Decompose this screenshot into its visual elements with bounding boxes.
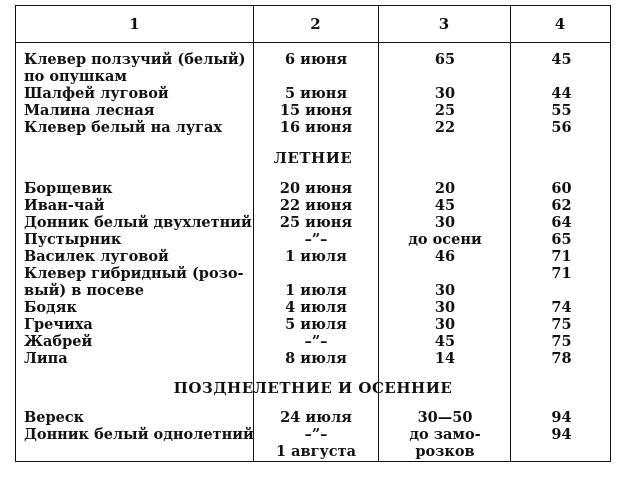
- index-value: 62: [551, 197, 572, 214]
- bloom-date: 15 июня: [279, 102, 353, 119]
- bloom-date: 20 июня: [279, 180, 353, 197]
- bloom-date: –”–: [304, 426, 328, 443]
- plant-name: Клевер гибридный (розо-: [24, 265, 244, 282]
- index-value: 74: [551, 299, 572, 316]
- column-header-1: 1: [129, 15, 140, 33]
- data-table: [15, 5, 611, 462]
- plant-name: Василек луговой: [24, 248, 169, 265]
- plant-name: Жабрей: [24, 333, 93, 350]
- index-value: 78: [551, 350, 572, 367]
- duration-value: 20: [434, 180, 456, 197]
- index-value: 64: [551, 214, 572, 231]
- bloom-date: 16 июня: [279, 119, 353, 136]
- plant-name: Донник белый однолетний: [24, 426, 254, 443]
- index-value: 45: [551, 51, 572, 68]
- plant-name: вый) в посеве: [24, 282, 145, 299]
- table-row: [16, 316, 610, 333]
- index-value: 55: [551, 102, 572, 119]
- bloom-date: 6 июня: [284, 51, 348, 68]
- plant-name: Клевер ползучий (белый): [24, 51, 246, 68]
- index-value: 75: [551, 333, 572, 350]
- bloom-date: 1 июля: [285, 248, 347, 265]
- bloom-date: 5 июля: [285, 316, 347, 333]
- index-value: 71: [551, 248, 572, 265]
- index-value: 94: [551, 426, 572, 443]
- header-divider: [16, 42, 610, 43]
- duration-value: 46: [434, 248, 456, 265]
- bloom-date: –”–: [304, 231, 328, 248]
- table-row: [16, 333, 610, 350]
- plant-name: Гречиха: [24, 316, 93, 333]
- table-row: [16, 180, 610, 197]
- table-row: [16, 68, 610, 85]
- index-value: 75: [551, 316, 572, 333]
- index-value: 44: [551, 85, 572, 102]
- duration-value: 14: [434, 350, 456, 367]
- table-row: [16, 248, 610, 265]
- duration-value: до осени: [408, 231, 482, 248]
- bloom-date: –”–: [304, 333, 328, 350]
- table-row: [16, 102, 610, 119]
- duration-value: 30: [434, 85, 456, 102]
- table-row: [16, 85, 610, 102]
- table-row: [16, 265, 610, 282]
- table-row: [16, 119, 610, 136]
- plant-name: по опушкам: [24, 68, 127, 85]
- bloom-date: 25 июня: [279, 214, 353, 231]
- duration-value: розков: [415, 443, 475, 460]
- table-row: [16, 426, 610, 443]
- plant-name: Вереск: [24, 409, 85, 426]
- table-row: [16, 350, 610, 367]
- plant-name: Шалфей луговой: [24, 85, 169, 102]
- plant-name: Донник белый двухлетний: [24, 214, 252, 231]
- bloom-date: 24 июля: [280, 409, 352, 426]
- index-value: 71: [551, 265, 572, 282]
- index-value: 60: [551, 180, 572, 197]
- table-row: [16, 443, 610, 460]
- duration-value: 30: [434, 299, 456, 316]
- table-row: [16, 51, 610, 68]
- table-row: [16, 231, 610, 248]
- duration-value: до замо-: [409, 426, 481, 443]
- duration-value: 25: [434, 102, 456, 119]
- index-value: 94: [551, 409, 572, 426]
- duration-value: 45: [434, 333, 456, 350]
- bloom-date: 5 июня: [284, 85, 348, 102]
- bloom-date: 1 июля: [285, 282, 347, 299]
- duration-value: 30: [434, 282, 456, 299]
- table-row: [16, 214, 610, 231]
- duration-value: 65: [434, 51, 456, 68]
- bloom-date: 4 июля: [285, 299, 347, 316]
- section-heading-summer: ЛЕТНИЕ: [273, 149, 353, 167]
- plant-name: Липа: [24, 350, 68, 367]
- plant-name: Иван-чай: [24, 197, 105, 214]
- column-header-2: 2: [310, 15, 321, 33]
- index-value: 56: [551, 119, 572, 136]
- duration-value: 30: [434, 316, 456, 333]
- table-row: [16, 299, 610, 316]
- duration-value: 45: [434, 197, 456, 214]
- duration-value: 22: [434, 119, 456, 136]
- section-heading-autumn: ПОЗДНЕЛЕТНИЕ И ОСЕННИЕ: [173, 379, 453, 397]
- duration-value: 30—50: [417, 409, 473, 426]
- bloom-date: 8 июля: [285, 350, 347, 367]
- bloom-date: 1 августа: [276, 443, 356, 460]
- table-row: [16, 282, 610, 299]
- plant-name: Бодяк: [24, 299, 77, 316]
- column-header-4: 4: [554, 15, 566, 33]
- column-header-3: 3: [438, 15, 450, 33]
- table-row: [16, 409, 610, 426]
- index-value: 65: [551, 231, 572, 248]
- plant-name: Пустырник: [24, 231, 122, 248]
- duration-value: 30: [434, 214, 456, 231]
- table-row: [16, 197, 610, 214]
- plant-name: Малина лесная: [24, 102, 155, 119]
- plant-name: Клевер белый на лугах: [24, 119, 223, 136]
- plant-name: Борщевик: [24, 180, 113, 197]
- bloom-date: 22 июня: [279, 197, 353, 214]
